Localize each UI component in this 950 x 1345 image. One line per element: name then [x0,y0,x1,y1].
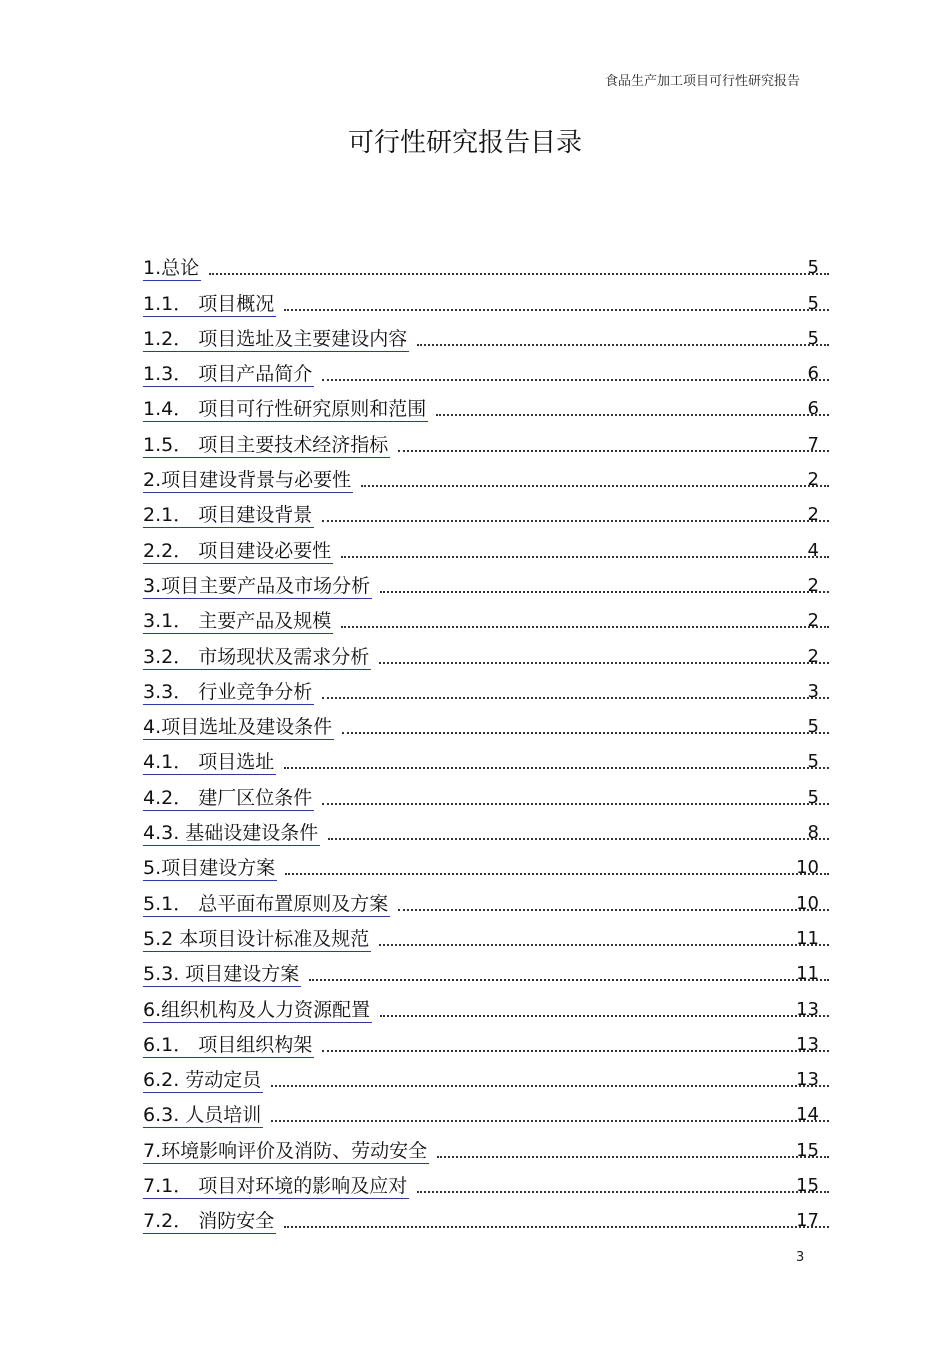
toc-entry-label[interactable]: 3.1． 主要产品及规模 [143,610,332,633]
toc-entry[interactable] [143,952,843,987]
toc-dot-leader [379,661,829,664]
toc-entry[interactable] [143,1093,843,1128]
toc-dot-leader [209,272,829,275]
toc-entry[interactable] [143,458,843,493]
toc-entry[interactable] [143,775,843,810]
toc-entry-label[interactable]: 4.项目选址及建设条件 [143,716,333,739]
toc-dot-leader [341,555,829,558]
toc-dot-leader [284,766,829,769]
toc-entry[interactable] [143,281,843,316]
toc-entry-label[interactable]: 2.1． 项目建设背景 [143,504,313,527]
toc-entry-page: 5 [807,786,819,808]
toc-dot-leader [417,1190,829,1193]
toc-dot-leader [271,1084,829,1087]
toc-entry-label[interactable]: 1.1． 项目概况 [143,292,275,315]
toc-entry-page: 5 [807,257,819,279]
table-of-contents [143,246,843,1234]
toc-entry[interactable] [143,670,843,705]
toc-entry-label[interactable]: 1.2． 项目选址及主要建设内容 [143,327,408,350]
toc-entry-label[interactable]: 4.3. 基础设建设条件 [143,822,319,845]
toc-entry[interactable] [143,881,843,916]
toc-entry-page: 5 [807,751,819,773]
toc-entry[interactable] [143,528,843,563]
toc-entry-page: 2 [807,610,819,632]
toc-dot-leader [328,837,829,840]
toc-entry[interactable] [143,1164,843,1199]
toc-dot-leader [398,449,829,452]
toc-entry-label[interactable]: 1.5． 项目主要技术经济指标 [143,433,389,456]
toc-dot-leader [322,802,829,805]
toc-dot-leader [436,413,829,416]
toc-entry-page: 13 [796,998,819,1020]
toc-entry-page: 17 [796,1210,819,1232]
toc-entry-page: 6 [807,363,819,385]
toc-entry-page: 2 [807,645,819,667]
toc-entry-page: 10 [796,857,819,879]
toc-entry-label[interactable]: 5.3. 项目建设方案 [143,963,300,986]
toc-entry-label[interactable]: 3.2． 市场现状及需求分析 [143,645,370,668]
toc-entry-page: 11 [796,963,819,985]
toc-dot-leader [271,1119,829,1122]
toc-entry-label[interactable]: 5.1． 总平面布置原则及方案 [143,892,389,915]
toc-entry-label[interactable]: 2.2． 项目建设必要性 [143,539,332,562]
toc-dot-leader [322,696,829,699]
toc-entry[interactable] [143,1199,843,1234]
toc-entry-label[interactable]: 7.环境影响评价及消防、劳动安全 [143,1139,428,1162]
toc-entry-page: 3 [807,680,819,702]
page-title: 可行性研究报告目录 [347,128,582,158]
toc-dot-leader [380,590,829,593]
toc-entry-page: 13 [796,1033,819,1055]
toc-entry[interactable] [143,1128,843,1163]
running-header: 食品生产加工项目可行性研究报告 [604,74,800,89]
toc-entry[interactable] [143,1023,843,1058]
page-number: 3 [796,1250,805,1265]
toc-dot-leader [285,872,829,875]
toc-entry[interactable] [143,705,843,740]
toc-entry-label[interactable]: 6.3. 人员培训 [143,1104,262,1127]
toc-entry[interactable] [143,317,843,352]
toc-entry-label[interactable]: 4.1． 项目选址 [143,751,275,774]
toc-entry-page: 15 [796,1175,819,1197]
toc-entry-label[interactable]: 3.3． 行业竞争分析 [143,680,313,703]
toc-entry-page: 2 [807,469,819,491]
toc-entry-label[interactable]: 5.2 本项目设计标准及规范 [143,927,370,950]
toc-entry[interactable] [143,846,843,881]
toc-dot-leader [417,343,829,346]
toc-entry-label[interactable]: 7.1． 项目对环境的影响及应对 [143,1175,408,1198]
toc-dot-leader [284,308,829,311]
toc-dot-leader [380,1014,829,1017]
toc-dot-leader [361,484,829,487]
toc-entry-label[interactable]: 7.2． 消防安全 [143,1210,275,1233]
toc-entry[interactable] [143,352,843,387]
toc-entry[interactable] [143,987,843,1022]
toc-dot-leader [309,978,829,981]
toc-entry-page: 7 [807,433,819,455]
toc-entry-label[interactable]: 6.1． 项目组织构架 [143,1033,313,1056]
toc-entry[interactable] [143,387,843,422]
toc-entry-label[interactable]: 3.项目主要产品及市场分析 [143,574,371,597]
toc-entry[interactable] [143,634,843,669]
toc-dot-leader [322,378,829,381]
toc-entry-page: 4 [807,539,819,561]
toc-dot-leader [342,731,829,734]
toc-entry-label[interactable]: 6.组织机构及人力资源配置 [143,998,371,1021]
toc-entry-page: 5 [807,327,819,349]
toc-entry-page: 11 [796,927,819,949]
toc-entry[interactable] [143,422,843,457]
toc-entry-label[interactable]: 2.项目建设背景与必要性 [143,469,352,492]
toc-entry-page: 8 [807,822,819,844]
toc-entry-page: 13 [796,1069,819,1091]
toc-entry-label[interactable]: 1.总论 [143,257,200,280]
toc-entry[interactable] [143,1058,843,1093]
toc-entry[interactable] [143,811,843,846]
toc-entry-page: 14 [796,1104,819,1126]
toc-entry-label[interactable]: 4.2． 建厂区位条件 [143,786,313,809]
toc-entry-page: 2 [807,504,819,526]
toc-entry[interactable] [143,564,843,599]
toc-entry-page: 5 [807,716,819,738]
toc-dot-leader [322,519,829,522]
toc-entry[interactable] [143,740,843,775]
toc-entry-page: 5 [807,292,819,314]
toc-dot-leader [341,625,829,628]
toc-entry-page: 10 [796,892,819,914]
toc-entry[interactable] [143,599,843,634]
toc-entry-page: 2 [807,574,819,596]
toc-entry[interactable] [143,917,843,952]
toc-dot-leader [284,1225,829,1228]
toc-dot-leader [322,1049,829,1052]
toc-entry-page: 15 [796,1139,819,1161]
toc-dot-leader [398,908,829,911]
toc-entry-label[interactable]: 1.4． 项目可行性研究原则和范围 [143,398,427,421]
toc-entry-label[interactable]: 6.2. 劳动定员 [143,1069,262,1092]
toc-entry-page: 6 [807,398,819,420]
toc-dot-leader [379,943,829,946]
toc-entry[interactable] [143,493,843,528]
toc-dot-leader [437,1155,829,1158]
toc-entry-label[interactable]: 1.3． 项目产品简介 [143,363,313,386]
toc-entry[interactable] [143,246,843,281]
toc-entry-label[interactable]: 5.项目建设方案 [143,857,276,880]
